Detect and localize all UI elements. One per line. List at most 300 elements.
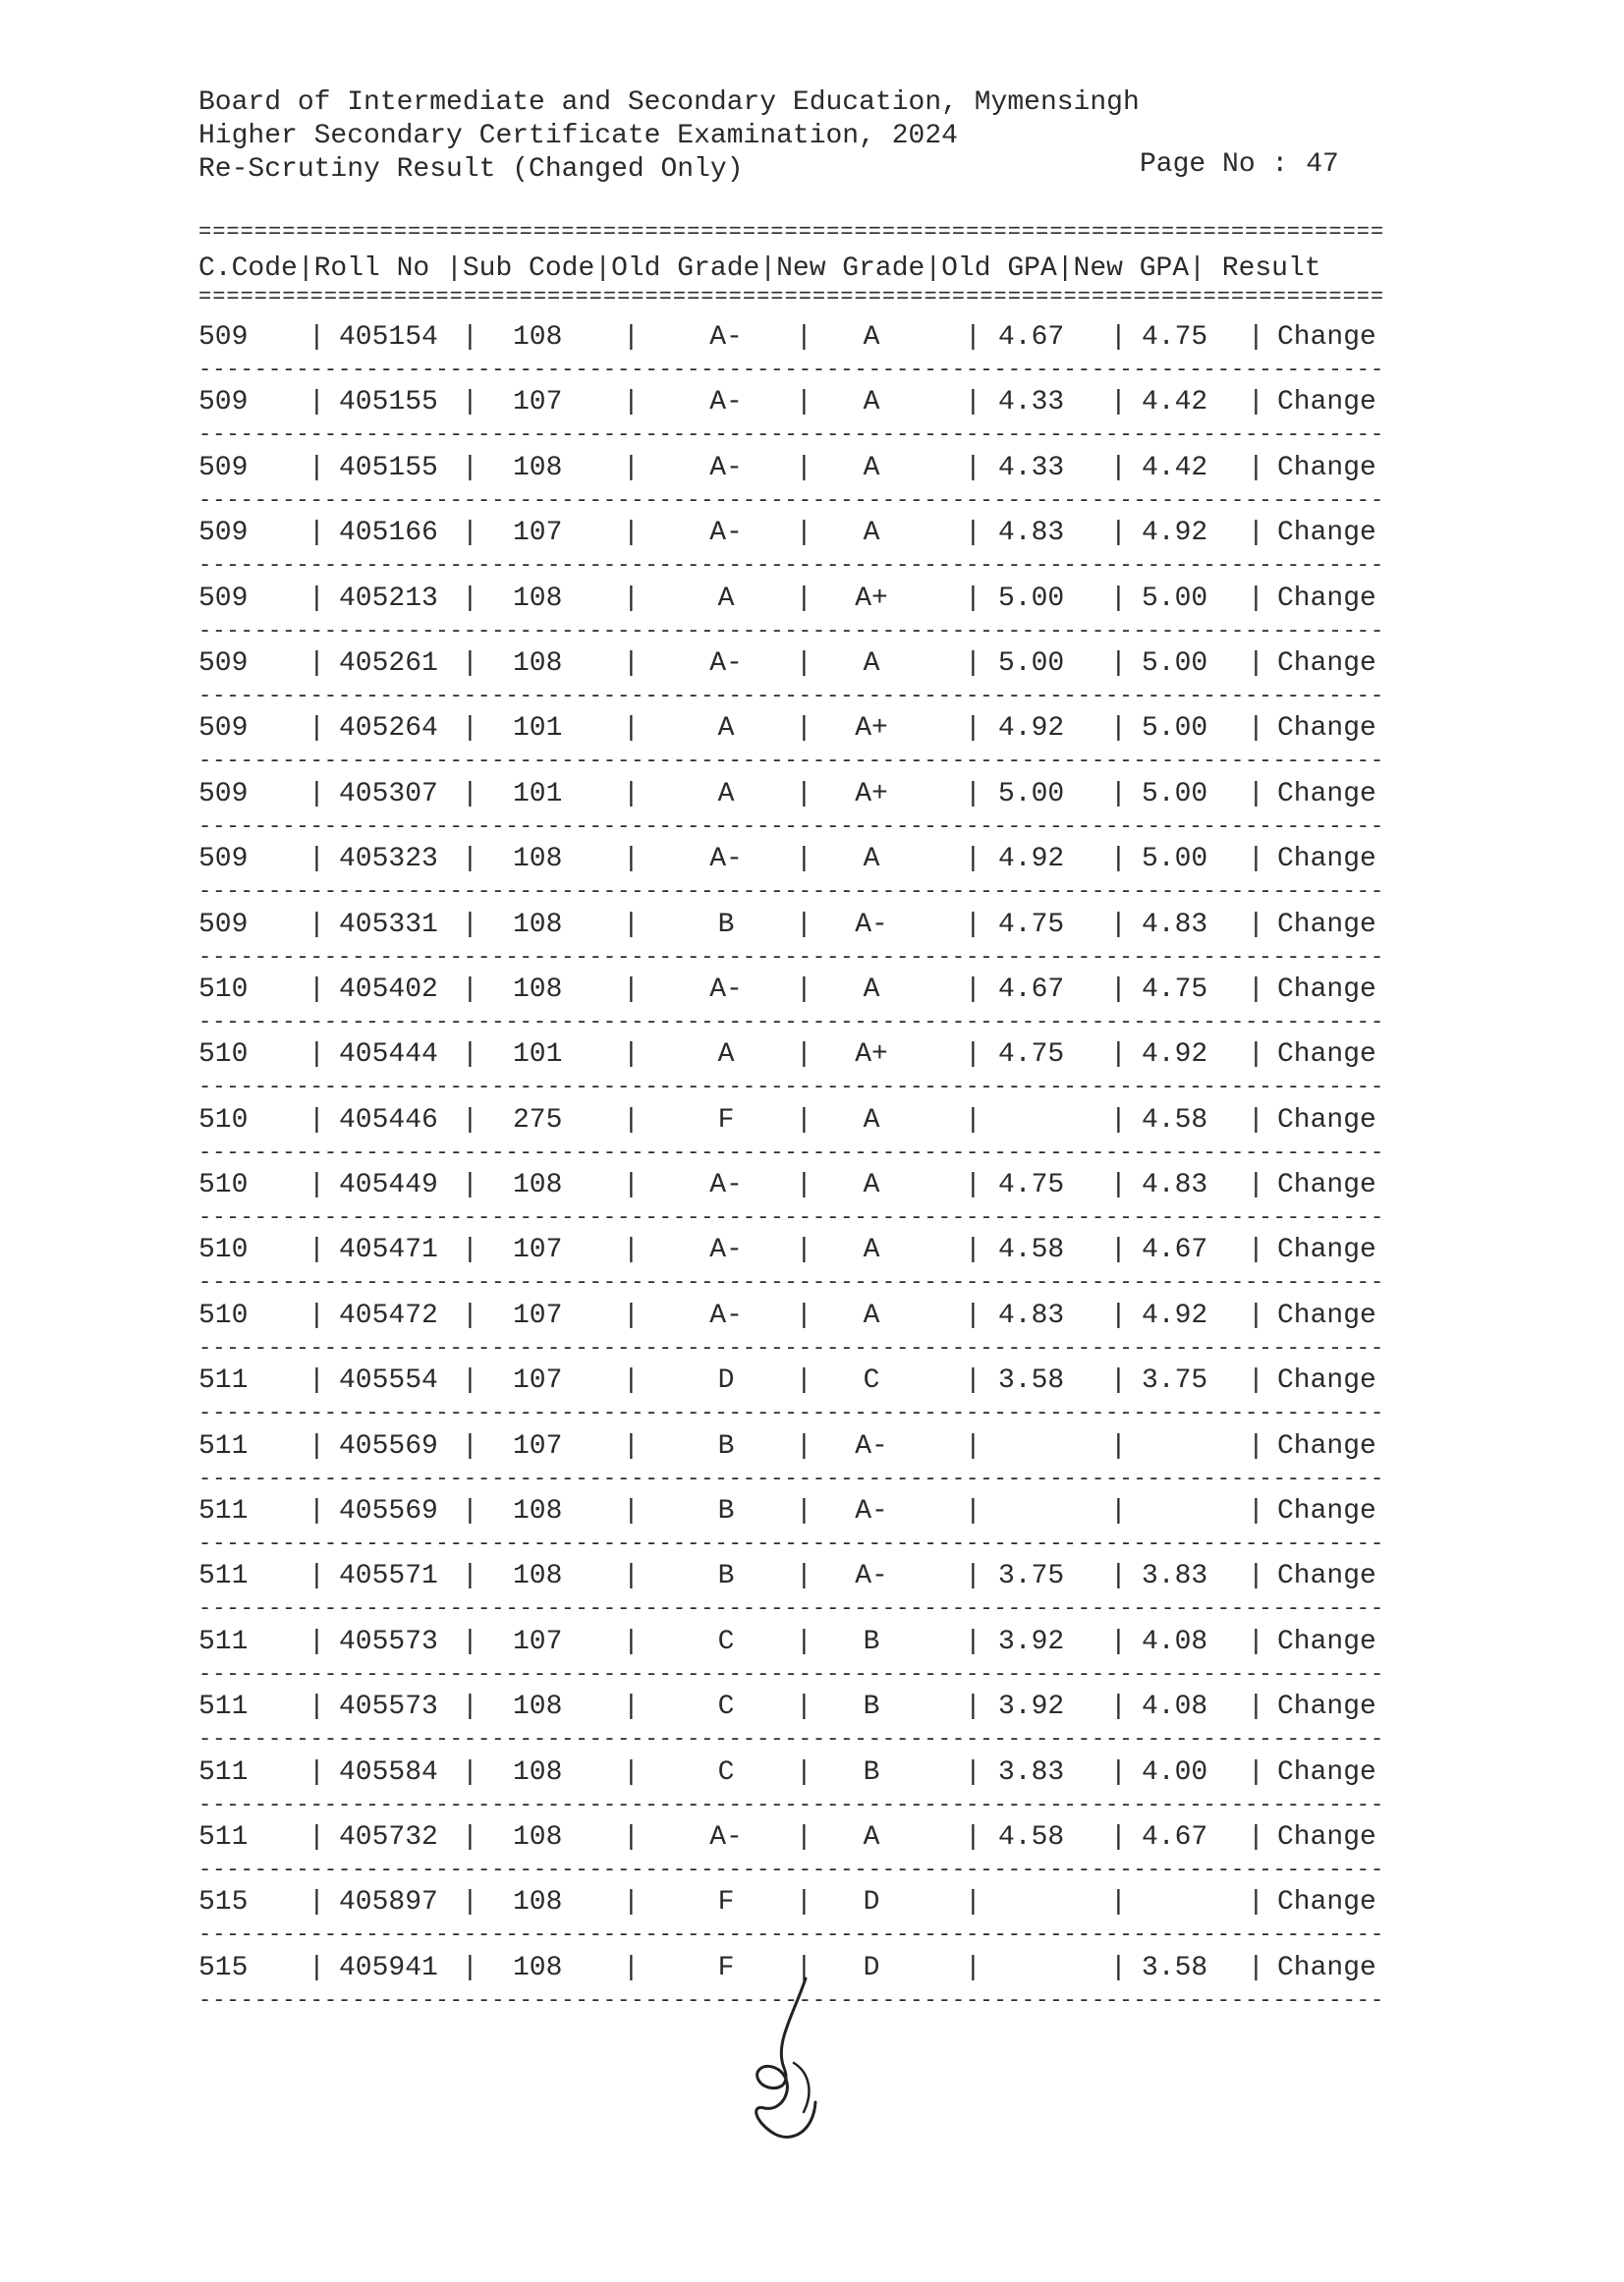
roll-number: 405569 — [339, 1496, 438, 1528]
column-separator: | — [1110, 1039, 1127, 1071]
column-separator: | — [1110, 1887, 1127, 1919]
roll-number: 405449 — [339, 1170, 438, 1201]
new-gpa: 3.83 — [1142, 1561, 1208, 1592]
column-separator: | — [796, 1496, 812, 1528]
column-separator: | — [462, 1626, 478, 1657]
subject-code: 108 — [513, 1887, 563, 1919]
old-grade: A — [717, 778, 735, 809]
center-code: 511 — [198, 1365, 249, 1397]
new-gpa: 4.42 — [1142, 387, 1208, 418]
column-separator: | — [623, 1039, 640, 1071]
table-row — [198, 965, 1387, 1030]
signature — [735, 1975, 853, 2151]
column-separator: | — [1110, 1756, 1127, 1788]
column-separator: | — [1248, 1692, 1264, 1723]
column-separator: | — [623, 1887, 640, 1919]
column-separator: | — [965, 1104, 981, 1136]
result-status: Change — [1277, 1496, 1376, 1528]
column-separator: | — [623, 387, 640, 418]
table-row — [198, 1682, 1387, 1747]
column-separator: | — [796, 1887, 812, 1919]
table-row — [198, 1486, 1387, 1551]
column-separator: | — [965, 1496, 981, 1528]
roll-number: 405213 — [339, 583, 438, 614]
old-grade: C — [717, 1756, 735, 1788]
subject-code: 108 — [513, 1756, 563, 1788]
old-grade: A- — [709, 518, 743, 549]
table-row — [198, 1291, 1387, 1356]
column-separator: | — [796, 1170, 812, 1201]
center-code: 510 — [198, 1235, 249, 1266]
old-gpa: 4.33 — [998, 452, 1065, 483]
subject-code: 107 — [513, 1300, 563, 1331]
column-separator: | — [623, 974, 640, 1005]
new-grade: A — [863, 322, 880, 353]
new-grade: B — [863, 1626, 880, 1657]
column-separator: | — [1248, 1496, 1264, 1528]
old-gpa: 4.83 — [998, 518, 1065, 549]
result-status: Change — [1277, 518, 1376, 549]
column-separator: | — [1248, 1821, 1264, 1853]
column-separator: | — [796, 452, 812, 483]
roll-number: 405264 — [339, 713, 438, 745]
column-separator: | — [308, 1039, 325, 1071]
column-separator: | — [462, 1300, 478, 1331]
roll-number: 405154 — [339, 322, 438, 353]
column-separator: | — [965, 583, 981, 614]
center-code: 511 — [198, 1626, 249, 1657]
column-separator: | — [965, 1821, 981, 1853]
subject-code: 108 — [513, 974, 563, 1005]
column-separator: | — [796, 1692, 812, 1723]
new-grade: B — [863, 1756, 880, 1788]
column-separator: | — [308, 518, 325, 549]
center-code: 510 — [198, 1300, 249, 1331]
column-separator: | — [965, 778, 981, 809]
column-separator: | — [623, 1430, 640, 1462]
column-separator: | — [462, 647, 478, 679]
column-separator: | — [308, 583, 325, 614]
column-separator: | — [1248, 583, 1264, 614]
old-gpa: 4.83 — [998, 1300, 1065, 1331]
center-code: 509 — [198, 583, 249, 614]
new-grade: A — [863, 974, 880, 1005]
table-row — [198, 900, 1387, 965]
result-table — [198, 312, 1387, 2008]
subject-code: 107 — [513, 1626, 563, 1657]
roll-number: 405941 — [339, 1952, 438, 1983]
roll-number: 405155 — [339, 387, 438, 418]
column-separator: | — [308, 844, 325, 875]
subject-code: 108 — [513, 909, 563, 940]
column-separator: | — [462, 387, 478, 418]
table-row — [198, 769, 1387, 834]
column-headers: C.Code|Roll No |Sub Code|Old Grade|New Grade|Old GPA|New GPA| Result — [198, 253, 1321, 284]
page-number-block — [1140, 149, 1339, 180]
column-separator: | — [1110, 1692, 1127, 1723]
new-grade: A — [863, 1104, 880, 1136]
new-grade: D — [863, 1887, 880, 1919]
center-code: 509 — [198, 713, 249, 745]
column-separator: | — [462, 1887, 478, 1919]
result-status: Change — [1277, 1952, 1376, 1983]
old-grade: F — [717, 1104, 735, 1136]
result-status: Change — [1277, 1821, 1376, 1853]
column-separator: | — [965, 452, 981, 483]
column-separator: | — [1110, 778, 1127, 809]
column-separator: | — [308, 974, 325, 1005]
new-gpa: 5.00 — [1142, 713, 1208, 745]
column-separator: | — [308, 1887, 325, 1919]
roll-number: 405569 — [339, 1430, 438, 1462]
old-gpa: 4.33 — [998, 387, 1065, 418]
subject-code: 101 — [513, 778, 563, 809]
old-gpa: 5.00 — [998, 583, 1065, 614]
result-status: Change — [1277, 647, 1376, 679]
column-separator: | — [623, 1561, 640, 1592]
column-separator: | — [308, 778, 325, 809]
new-grade: A — [863, 1235, 880, 1266]
column-separator: | — [1248, 909, 1264, 940]
column-separator: | — [1110, 1300, 1127, 1331]
result-status: Change — [1277, 713, 1376, 745]
new-grade: A — [863, 647, 880, 679]
new-grade: B — [863, 1692, 880, 1723]
old-grade: A- — [709, 387, 743, 418]
column-separator: | — [965, 844, 981, 875]
column-separator: | — [965, 1756, 981, 1788]
column-separator: | — [462, 1561, 478, 1592]
column-separator: | — [1248, 1235, 1264, 1266]
column-separator: | — [1248, 452, 1264, 483]
roll-number: 405472 — [339, 1300, 438, 1331]
column-separator: | — [796, 1561, 812, 1592]
result-status: Change — [1277, 1887, 1376, 1919]
new-gpa: 5.00 — [1142, 844, 1208, 875]
column-separator: | — [462, 518, 478, 549]
subject-code: 107 — [513, 1235, 563, 1266]
column-separator: | — [308, 1692, 325, 1723]
roll-number: 405331 — [339, 909, 438, 940]
new-grade: A — [863, 1300, 880, 1331]
column-separator: | — [462, 778, 478, 809]
old-grade: A- — [709, 1235, 743, 1266]
column-separator: | — [462, 1496, 478, 1528]
result-status: Change — [1277, 1300, 1376, 1331]
column-separator: | — [796, 647, 812, 679]
column-separator: | — [1248, 1626, 1264, 1657]
top-double-rule — [198, 222, 1382, 244]
board-name: Board of Intermediate and Secondary Education, Mymensingh — [198, 87, 1140, 118]
column-separator: | — [796, 583, 812, 614]
roll-number: 405471 — [339, 1235, 438, 1266]
subject-code: 107 — [513, 1430, 563, 1462]
column-separator: | — [965, 1692, 981, 1723]
column-separator: | — [1110, 452, 1127, 483]
center-code: 515 — [198, 1952, 249, 1983]
column-separator: | — [1110, 322, 1127, 353]
table-row — [198, 312, 1387, 377]
column-separator: | — [462, 1952, 478, 1983]
center-code: 510 — [198, 1039, 249, 1071]
subject-code: 107 — [513, 1365, 563, 1397]
column-separator: | — [965, 1887, 981, 1919]
column-separator: | — [1110, 583, 1127, 614]
column-separator: | — [1110, 1821, 1127, 1853]
exam-name: Higher Secondary Certificate Examination, 2024 — [198, 121, 958, 151]
result-status: Change — [1277, 452, 1376, 483]
center-code: 511 — [198, 1756, 249, 1788]
table-row — [198, 377, 1387, 442]
column-separator: | — [1248, 1756, 1264, 1788]
column-separator: | — [462, 844, 478, 875]
column-separator: | — [1110, 1496, 1127, 1528]
table-row — [198, 834, 1387, 899]
column-separator: | — [1110, 1104, 1127, 1136]
column-separator: | — [796, 1821, 812, 1853]
result-status: Change — [1277, 1430, 1376, 1462]
old-grade: B — [717, 1496, 735, 1528]
column-separator: | — [462, 1821, 478, 1853]
old-grade: C — [717, 1692, 735, 1723]
old-grade: A — [717, 583, 735, 614]
subject-code: 107 — [513, 387, 563, 418]
old-grade: A- — [709, 844, 743, 875]
new-gpa: 4.75 — [1142, 322, 1208, 353]
column-separator: | — [462, 909, 478, 940]
roll-number: 405444 — [339, 1039, 438, 1071]
column-separator: | — [623, 1300, 640, 1331]
subject-code: 275 — [513, 1104, 563, 1136]
column-separator: | — [623, 647, 640, 679]
column-separator: | — [462, 1365, 478, 1397]
column-separator: | — [308, 909, 325, 940]
column-separator: | — [308, 1756, 325, 1788]
roll-number: 405307 — [339, 778, 438, 809]
column-separator: | — [623, 518, 640, 549]
column-separator: | — [965, 1626, 981, 1657]
column-separator: | — [965, 1300, 981, 1331]
center-code: 509 — [198, 518, 249, 549]
column-separator: | — [1248, 844, 1264, 875]
old-gpa: 4.67 — [998, 974, 1065, 1005]
column-separator: | — [965, 647, 981, 679]
column-separator: | — [623, 1365, 640, 1397]
center-code: 511 — [198, 1496, 249, 1528]
center-code: 510 — [198, 974, 249, 1005]
center-code: 509 — [198, 387, 249, 418]
column-separator: | — [1110, 1626, 1127, 1657]
new-grade: A — [863, 452, 880, 483]
roll-number: 405446 — [339, 1104, 438, 1136]
new-grade: A — [863, 1170, 880, 1201]
old-gpa: 4.58 — [998, 1235, 1065, 1266]
old-gpa: 3.83 — [998, 1756, 1065, 1788]
column-separator: | — [623, 1235, 640, 1266]
column-separator: | — [1110, 1170, 1127, 1201]
old-grade: F — [717, 1887, 735, 1919]
column-separator: | — [308, 387, 325, 418]
old-grade: B — [717, 909, 735, 940]
new-gpa: 3.75 — [1142, 1365, 1208, 1397]
column-separator: | — [308, 1626, 325, 1657]
new-grade: A — [863, 387, 880, 418]
column-separator: | — [796, 1365, 812, 1397]
new-gpa: 4.92 — [1142, 1300, 1208, 1331]
column-separator: | — [796, 1952, 812, 1983]
subject-code: 108 — [513, 1692, 563, 1723]
old-gpa: 4.92 — [998, 713, 1065, 745]
column-separator: | — [623, 1756, 640, 1788]
column-separator: | — [965, 974, 981, 1005]
column-separator: | — [1248, 1430, 1264, 1462]
column-separator: | — [965, 1235, 981, 1266]
column-separator: | — [623, 583, 640, 614]
column-separator: | — [796, 974, 812, 1005]
old-grade: A- — [709, 1821, 743, 1853]
old-gpa: 3.92 — [998, 1626, 1065, 1657]
old-gpa: 4.58 — [998, 1821, 1065, 1853]
new-gpa: 4.92 — [1142, 518, 1208, 549]
new-grade: A+ — [855, 1039, 888, 1071]
column-separator: | — [308, 647, 325, 679]
table-row — [198, 1356, 1387, 1420]
old-grade: C — [717, 1626, 735, 1657]
new-gpa: 4.92 — [1142, 1039, 1208, 1071]
center-code: 511 — [198, 1821, 249, 1853]
result-status: Change — [1277, 583, 1376, 614]
old-grade: A- — [709, 452, 743, 483]
column-separator: | — [1110, 387, 1127, 418]
column-separator: | — [1110, 647, 1127, 679]
column-separator: | — [308, 1952, 325, 1983]
column-separator: | — [623, 452, 640, 483]
column-separator: | — [462, 1430, 478, 1462]
column-separator: | — [1248, 518, 1264, 549]
new-grade: A- — [855, 1561, 888, 1592]
old-grade: B — [717, 1430, 735, 1462]
table-row — [198, 1421, 1387, 1486]
column-separator: | — [1248, 1170, 1264, 1201]
column-separator: | — [462, 452, 478, 483]
old-gpa: 4.92 — [998, 844, 1065, 875]
column-separator: | — [1110, 1430, 1127, 1462]
table-row — [198, 1812, 1387, 1877]
new-grade: C — [863, 1365, 880, 1397]
column-separator: | — [1248, 647, 1264, 679]
old-gpa: 4.75 — [998, 1039, 1065, 1071]
old-grade: D — [717, 1365, 735, 1397]
result-status: Change — [1277, 1235, 1376, 1266]
column-separator: | — [1110, 1952, 1127, 1983]
result-status: Change — [1277, 1561, 1376, 1592]
column-separator: | — [1248, 1887, 1264, 1919]
result-status: Change — [1277, 1039, 1376, 1071]
column-separator: | — [1110, 1235, 1127, 1266]
new-grade: A- — [855, 1496, 888, 1528]
roll-number: 405261 — [339, 647, 438, 679]
new-gpa: 5.00 — [1142, 647, 1208, 679]
result-status: Change — [1277, 844, 1376, 875]
column-separator: | — [462, 974, 478, 1005]
column-separator: | — [623, 1626, 640, 1657]
column-separator: | — [623, 1496, 640, 1528]
roll-number: 405573 — [339, 1626, 438, 1657]
old-grade: A- — [709, 647, 743, 679]
column-separator: | — [796, 1626, 812, 1657]
result-status: Change — [1277, 387, 1376, 418]
new-gpa: 5.00 — [1142, 583, 1208, 614]
center-code: 509 — [198, 778, 249, 809]
column-separator: | — [1110, 713, 1127, 745]
old-gpa: 3.92 — [998, 1692, 1065, 1723]
old-gpa: 3.58 — [998, 1365, 1065, 1397]
new-gpa: 4.83 — [1142, 909, 1208, 940]
column-separator: | — [623, 909, 640, 940]
column-separator: | — [965, 1952, 981, 1983]
column-separator: | — [1110, 844, 1127, 875]
column-separator: | — [1110, 1365, 1127, 1397]
header-double-rule — [198, 287, 1382, 308]
column-separator: | — [1248, 974, 1264, 1005]
new-grade: A — [863, 1821, 880, 1853]
center-code: 511 — [198, 1430, 249, 1462]
column-separator: | — [796, 1039, 812, 1071]
column-separator: | — [1110, 518, 1127, 549]
column-separator: | — [965, 1039, 981, 1071]
column-separator: | — [308, 322, 325, 353]
table-row — [198, 508, 1387, 573]
result-status: Change — [1277, 322, 1376, 353]
new-gpa: 4.42 — [1142, 452, 1208, 483]
roll-number: 405166 — [339, 518, 438, 549]
column-separator: | — [623, 713, 640, 745]
center-code: 509 — [198, 452, 249, 483]
table-row — [198, 1877, 1387, 1942]
result-status: Change — [1277, 778, 1376, 809]
column-separator: | — [308, 452, 325, 483]
column-separator: | — [462, 1756, 478, 1788]
old-grade: A — [717, 1039, 735, 1071]
old-grade: F — [717, 1952, 735, 1983]
result-title: Re-Scrutiny Result (Changed Only) — [198, 154, 744, 185]
column-separator: | — [965, 322, 981, 353]
old-grade: A- — [709, 1300, 743, 1331]
old-gpa: 4.75 — [998, 1170, 1065, 1201]
roll-number: 405571 — [339, 1561, 438, 1592]
subject-code: 108 — [513, 1952, 563, 1983]
column-separator: | — [965, 1430, 981, 1462]
column-separator: | — [1248, 1561, 1264, 1592]
center-code: 510 — [198, 1104, 249, 1136]
center-code: 509 — [198, 909, 249, 940]
subject-code: 108 — [513, 1561, 563, 1592]
table-row — [198, 1030, 1387, 1094]
roll-number: 405155 — [339, 452, 438, 483]
column-separator: | — [308, 1561, 325, 1592]
table-row — [198, 443, 1387, 508]
new-grade: A- — [855, 1430, 888, 1462]
new-grade: A+ — [855, 583, 888, 614]
result-status: Change — [1277, 1756, 1376, 1788]
column-separator: | — [965, 1365, 981, 1397]
column-separator: | — [965, 518, 981, 549]
column-separator: | — [623, 1952, 640, 1983]
new-grade: A — [863, 518, 880, 549]
new-grade: A- — [855, 909, 888, 940]
column-separator: | — [796, 844, 812, 875]
column-separator: | — [965, 1170, 981, 1201]
